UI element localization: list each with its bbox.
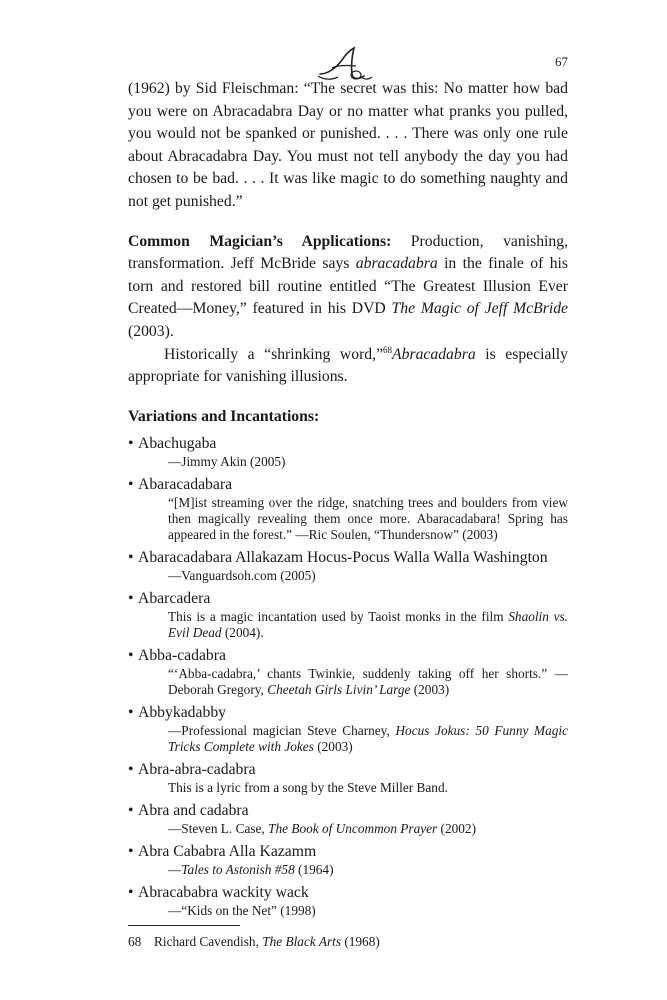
history-paragraph: Historically a “shrinking word,”$^{68}$Abracadabra is especially appropriate for vanishing illusions.: [128, 344, 568, 386]
list-item: • Abarcadera This is a magic incantation used by Taoist monks in the film Shaolin vs. Evil Dead (2004).: [128, 590, 568, 641]
variations-list: [128, 434, 568, 919]
footnote-number: 68: [128, 934, 142, 949]
page-body: [128, 78, 568, 919]
list-item: • Abachugaba —Jimmy Akin (2005): [128, 435, 286, 470]
list-item: • Abbykadabby —Professional magician Steve Charney, Hocus Jokus: 50 Funny Magic Tricks Complete with Jokes (2003): [128, 704, 568, 755]
applications-heading: Common Magician’s Applications:: [128, 232, 392, 250]
list-item: • Abaracadabara Allakazam Hocus-Pocus Walla Walla Washington —Vanguardsoh.com (2005): [128, 549, 548, 584]
list-item: • Abaracadabara “[M]ist streaming over the ridge, snatching trees and boulders from view then magically revealing them once more. Abaracadabara! Spring has appeared in the forest.” —Ric Soulen, “Thundersnow” (2003): [128, 476, 568, 543]
footnote-reference[interactable]: 68: [383, 344, 393, 355]
variations-heading: Variations and Incantations:: [128, 407, 320, 425]
page-number: 67: [555, 54, 568, 69]
list-item: • Abracababra wackity wack —“Kids on the Net” (1998): [128, 884, 316, 919]
footnote-divider: [128, 925, 240, 926]
applications-paragraph: Common Magician’s Applications: Production, vanishing, transformation. Jeff McBride says abracadabra in the finale of his torn and restored bill routine entitled “The Greatest Illusion Ever Created—Money,” featured in his DVD The Magic of Jeff McBride (2003).: [128, 232, 568, 340]
list-item: • Abra-abra-cadabra This is a lyric from a song by the Steve Miller Band.: [128, 761, 448, 796]
list-item: • Abba-cadabra “‘Abba-cadabra,’ chants Twinkie, suddenly taking off her shorts.” —Deborah Gregory, Cheetah Girls Livin’ Large (2003): [128, 647, 568, 698]
quote-paragraph: (1962) by Sid Fleischman: “The secret was this: No matter how bad you were on Abracadabra Day or no matter what pranks you pulled, you would not be spanked or punished. . . . There was only one rule about Abracadabra Day. You must not tell anybody the day you had chosen to be bad. . . . It was like magic to do something naughty and not get punished.”: [128, 80, 568, 210]
list-item: • Abra and cadabra —Steven L. Case, The Book of Uncommon Prayer (2002): [128, 802, 476, 837]
footnote: 68 Richard Cavendish, The Black Arts (1968): [128, 934, 380, 949]
list-item: • Abra Cababra Alla Kazamm —Tales to Astonish #58 (1964): [128, 843, 334, 878]
